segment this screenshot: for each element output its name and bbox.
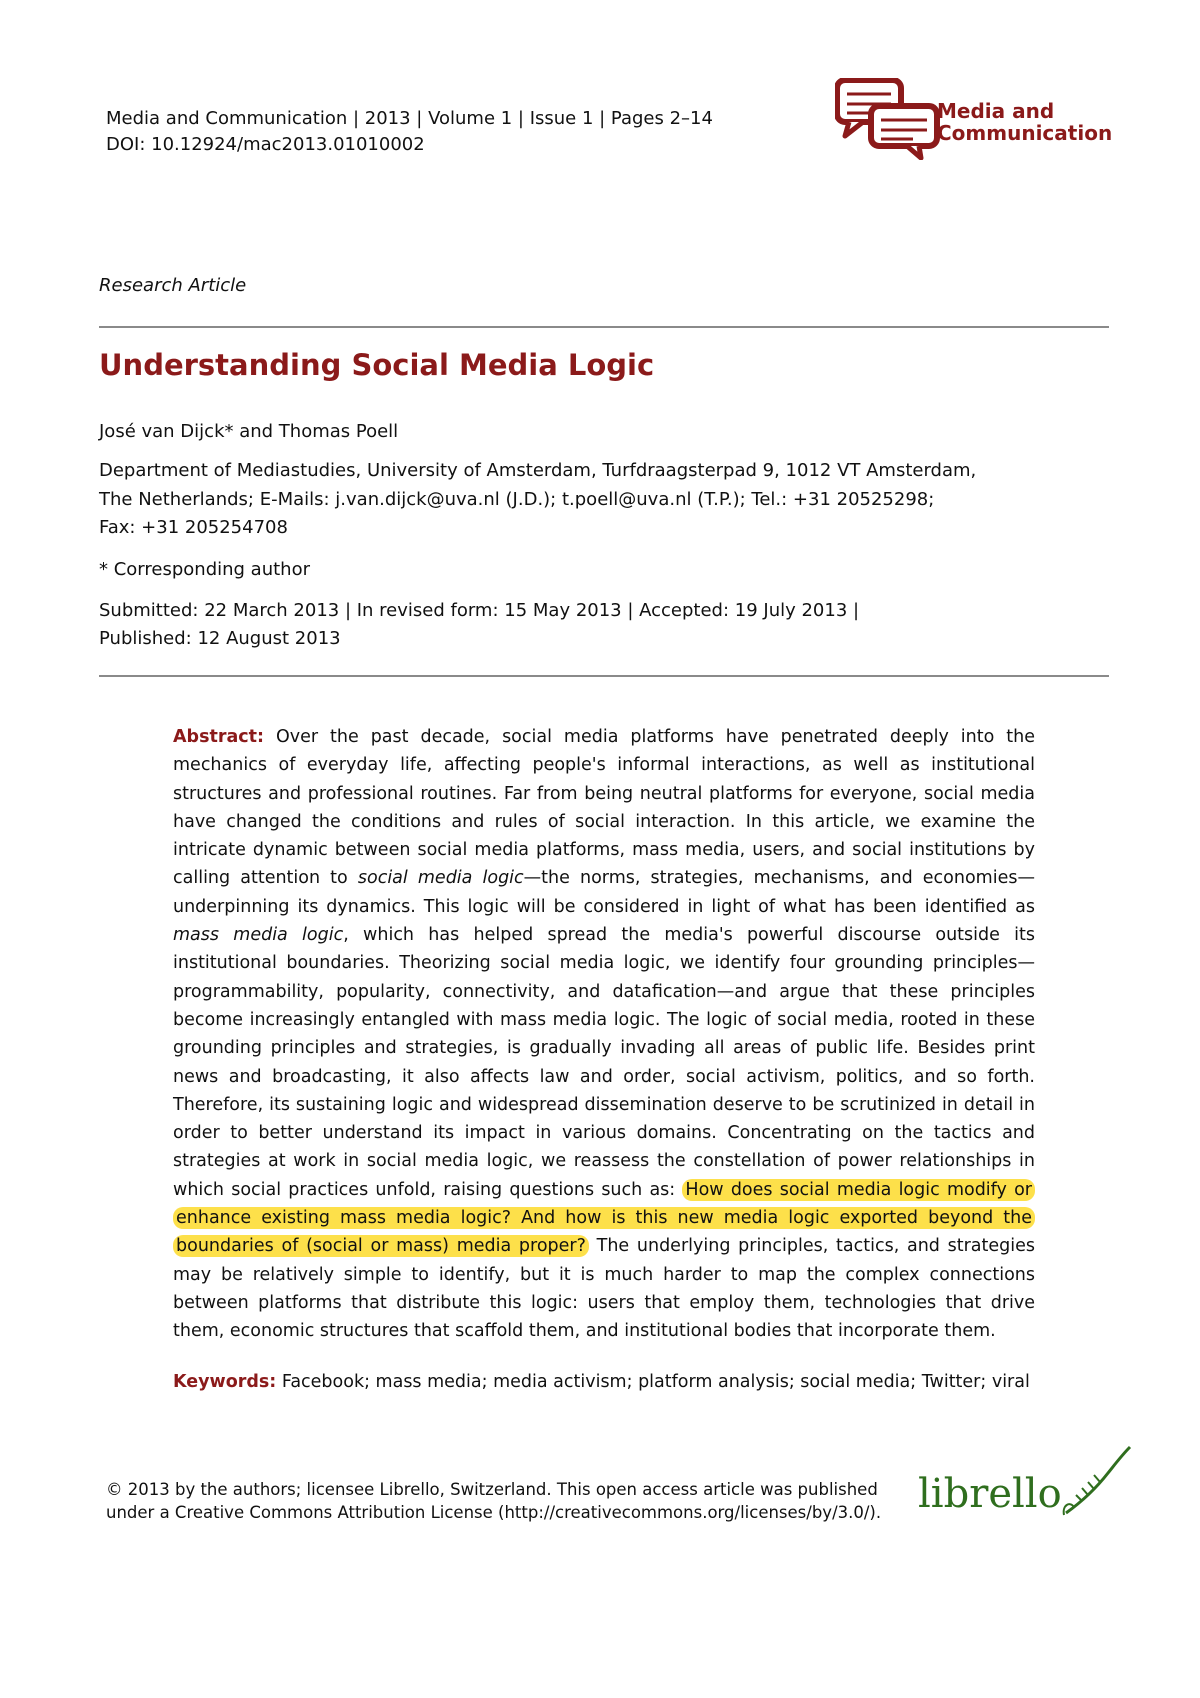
affiliation-line-1: Department of Mediastudies, University of Amsterdam, Turfdraagsterpad 9, 1012 VT Amsterdam, (99, 460, 977, 481)
journal-logo-line2: Communication (937, 121, 1113, 145)
librello-logo-text: librello (918, 1471, 1062, 1517)
bottom-divider (99, 675, 1109, 677)
doi-line: DOI: 10.12924/mac2013.01010002 (106, 134, 425, 155)
article-type: Research Article (99, 275, 247, 296)
quill-pen-icon (1060, 1443, 1140, 1523)
abstract-text-4: The underlying principles, tactics, and strategies may be relatively simple to identify, but it is much harder to map the complex connections between platforms that distribute this logic: users that employ them, technologies that drive them, economic structures that scaffold them, and institutional bodies that incorporate them. (173, 1236, 1035, 1342)
abstract-emphasis-social-media-logic: social media logic (357, 868, 524, 889)
keywords-text: Facebook; mass media; media activism; platform analysis; social media; Twitter; viral (276, 1372, 1030, 1392)
license-line-1: © 2013 by the authors; licensee Librello, Switzerland. This open access article was published (106, 1480, 878, 1499)
abstract (173, 723, 1035, 1346)
speech-bubbles-icon (835, 78, 945, 160)
affiliation-line-3: Fax: +31 205254708 (99, 517, 288, 538)
keywords-label: Keywords: (173, 1372, 277, 1392)
abstract-text-2: —the norms, strategies, mechanisms, and economies—underpinning its dynamics. This logic will be considered in light of what has been identified as (173, 868, 1035, 917)
paper-title: Understanding Social Media Logic (99, 348, 655, 382)
journal-logo-line1: Media and (937, 99, 1055, 123)
affiliation-line-2: The Netherlands; E-Mails: j.van.dijck@uva.nl (J.D.); t.poell@uva.nl (T.P.); Tel.: +31 20525298; (99, 489, 935, 510)
citation-line: Media and Communication | 2013 | Volume 1 | Issue 1 | Pages 2–14 (106, 108, 713, 129)
abstract-emphasis-mass-media-logic: mass media logic (173, 925, 344, 946)
license-line-2: under a Creative Commons Attribution License (http://creativecommons.org/licenses/by/3.0/). (106, 1503, 882, 1522)
dates-line-2: Published: 12 August 2013 (99, 628, 341, 649)
abstract-text-3: , which has helped spread the media's powerful discourse outside its institutional boundaries. Theorizing social media logic, we identify four grounding principles—programmability, popularity, connectivity, and datafication—and argue that these principles become increasingly entangled with mass media logic. The logic of social media, rooted in these grounding principles and strategies, is gradually invading all areas of public life. Besides print news and broadcasting, it also affects law and order, social activism, politics, and so forth. Therefore, its sustaining logic and widespread dissemination deserve to be scrutinized in detail in order to better understand its impact in various domains. Concentrating on the tactics and strategies at work in social media logic, we reassess the constellation of power relationships in which social practices unfold, raising questions such as: (173, 925, 1035, 1200)
license-notice (106, 1478, 881, 1524)
authors: José van Dijck* and Thomas Poell (99, 421, 399, 442)
dates-line-1: Submitted: 22 March 2013 | In revised form: 15 May 2013 | Accepted: 19 July 2013 | (99, 600, 860, 621)
abstract-label: Abstract: (173, 727, 265, 747)
highlighted-research-questions[interactable]: How does social media logic modify or enhance existing mass media logic? And how is this new media logic exported beyond the boundaries of (social or mass) media proper? (173, 1179, 1035, 1258)
corresponding-author-note: * Corresponding author (99, 559, 310, 580)
keywords (173, 1372, 1035, 1392)
top-divider (99, 326, 1109, 328)
abstract-text-1: Over the past decade, social media platforms have penetrated deeply into the mechanics of everyday life, affecting people's informal interactions, as well as institutional structures and professional routines. Far from being neutral platforms for everyone, social media have changed the conditions and rules of social interaction. In this article, we examine the intricate dynamic between social media platforms, mass media, users, and social institutions by calling attention to (173, 727, 1035, 889)
